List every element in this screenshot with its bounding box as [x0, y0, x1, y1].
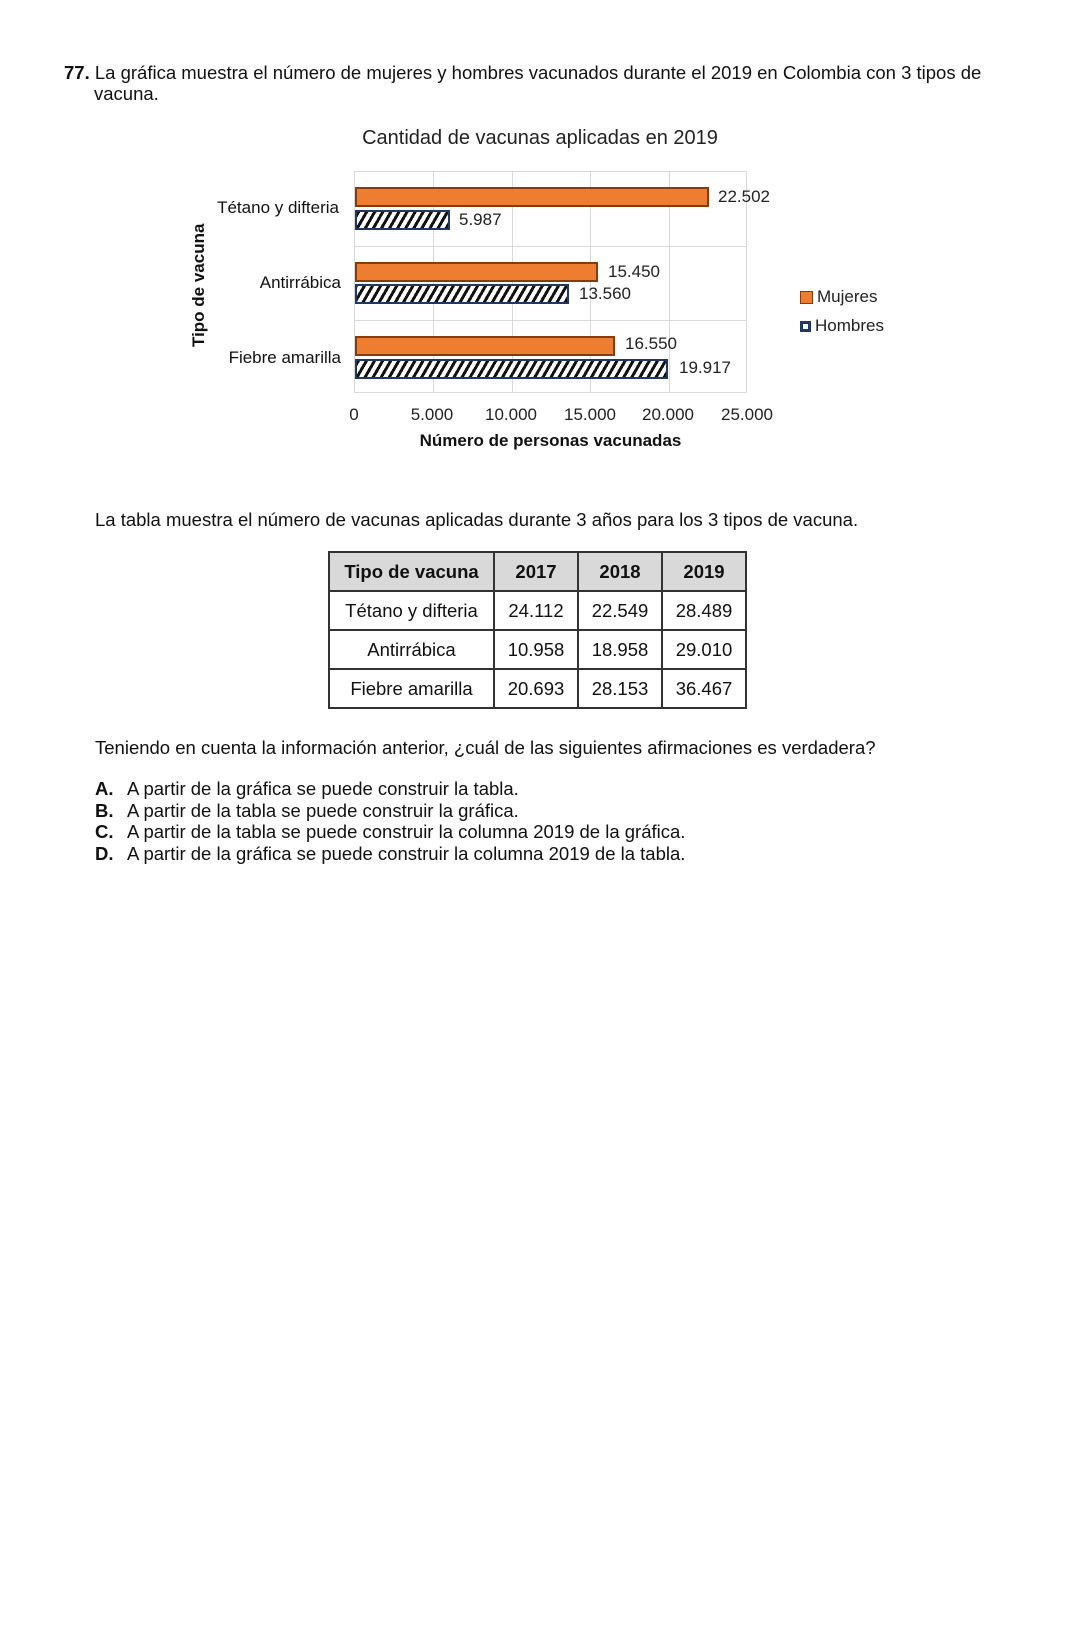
table-cell: 20.693: [494, 669, 578, 708]
question-text-line1: La gráfica muestra el número de mujeres y hombres vacunados durante el 2019 en Colombia con 3 tipos de: [94, 62, 982, 83]
table-cell: Tétano y difteria: [329, 591, 494, 630]
table-cell: 29.010: [662, 630, 746, 669]
table-row: [329, 630, 746, 669]
legend-swatch-mujeres-icon: [800, 291, 813, 304]
legend-swatch-hombres-icon: [800, 321, 811, 332]
table-cell: 28.489: [662, 591, 746, 630]
value-label: 16.550: [625, 334, 677, 353]
table-row: [329, 591, 746, 630]
vaccines-table: [328, 551, 747, 709]
table-row: [329, 669, 746, 708]
bar-mujeres-fiebre: [355, 336, 615, 356]
option-letter: B.: [95, 799, 114, 821]
table-intro: La tabla muestra el número de vacunas aplicadas durante 3 años para los 3 tipos de vacuna.: [95, 509, 859, 530]
option-b[interactable]: [95, 800, 685, 822]
value-label: 19.917: [679, 358, 731, 377]
table-cell: 18.958: [578, 630, 662, 669]
legend-item-hombres: [800, 316, 884, 336]
chart-title: Cantidad de vacunas aplicadas en 2019: [362, 127, 718, 149]
table-header: 2017: [494, 552, 578, 591]
category-label-tetano: Tétano y difteria: [217, 198, 339, 217]
table-cell: Antirrábica: [329, 630, 494, 669]
value-label: 22.502: [718, 187, 770, 206]
option-text: A partir de la tabla se puede construir la columna 2019 de la gráfica.: [127, 821, 686, 842]
x-tick: 15.000: [564, 405, 616, 424]
value-label: 15.450: [608, 262, 660, 281]
x-tick: 5.000: [410, 405, 454, 424]
table-header: Tipo de vacuna: [329, 552, 494, 591]
category-label-fiebre: Fiebre amarilla: [228, 348, 341, 367]
gridline: [355, 246, 746, 247]
question-number: 77.: [64, 62, 90, 83]
table-cell: Fiebre amarilla: [329, 669, 494, 708]
x-tick: 25.000: [721, 405, 773, 424]
table-cell: 10.958: [494, 630, 578, 669]
x-tick: 20.000: [642, 405, 694, 424]
table-cell: 36.467: [662, 669, 746, 708]
bar-hombres-antirrabica: [355, 284, 569, 304]
option-letter: A.: [95, 778, 114, 799]
legend-label: Hombres: [815, 316, 884, 335]
table-header-row: [329, 552, 746, 591]
option-d[interactable]: [95, 843, 685, 865]
legend-label: Mujeres: [817, 287, 878, 306]
table-header: 2019: [662, 552, 746, 591]
question-text-line2: vacuna.: [94, 83, 159, 104]
bar-mujeres-antirrabica: [355, 262, 598, 282]
bar-hombres-fiebre: [355, 359, 668, 379]
table-cell: 28.153: [578, 669, 662, 708]
x-tick: 0: [349, 405, 359, 424]
bar-mujeres-tetano: [355, 187, 709, 207]
x-tick: 10.000: [485, 405, 537, 424]
option-a[interactable]: [95, 778, 685, 800]
table-cell: 24.112: [494, 591, 578, 630]
option-c[interactable]: [95, 821, 685, 843]
option-letter: C.: [95, 821, 114, 842]
question-statement: [64, 62, 1024, 104]
chart-legend: [800, 287, 884, 336]
chart-x-axis-label: Número de personas vacunadas: [419, 431, 682, 450]
option-text: A partir de la tabla se puede construir la gráfica.: [127, 799, 519, 821]
value-label: 13.560: [579, 284, 631, 303]
answer-options: [95, 778, 685, 864]
table-cell: 22.549: [578, 591, 662, 630]
option-text: A partir de la gráfica se puede construir la tabla.: [127, 778, 519, 799]
chart-plot-area: [354, 171, 770, 393]
table-header: 2018: [578, 552, 662, 591]
bar-hombres-tetano: [355, 210, 450, 230]
chart-y-axis-label: Tipo de vacuna: [189, 223, 208, 347]
value-label: 5.987: [459, 210, 502, 229]
option-text: A partir de la gráfica se puede construir la columna 2019 de la tabla.: [127, 842, 686, 864]
legend-item-mujeres: [800, 287, 884, 307]
option-letter: D.: [95, 842, 114, 864]
gridline: [355, 320, 746, 321]
category-label-antirrabica: Antirrábica: [259, 273, 341, 292]
question-prompt: Teniendo en cuenta la información anterior, ¿cuál de las siguientes afirmaciones es verdadera?: [95, 737, 876, 758]
